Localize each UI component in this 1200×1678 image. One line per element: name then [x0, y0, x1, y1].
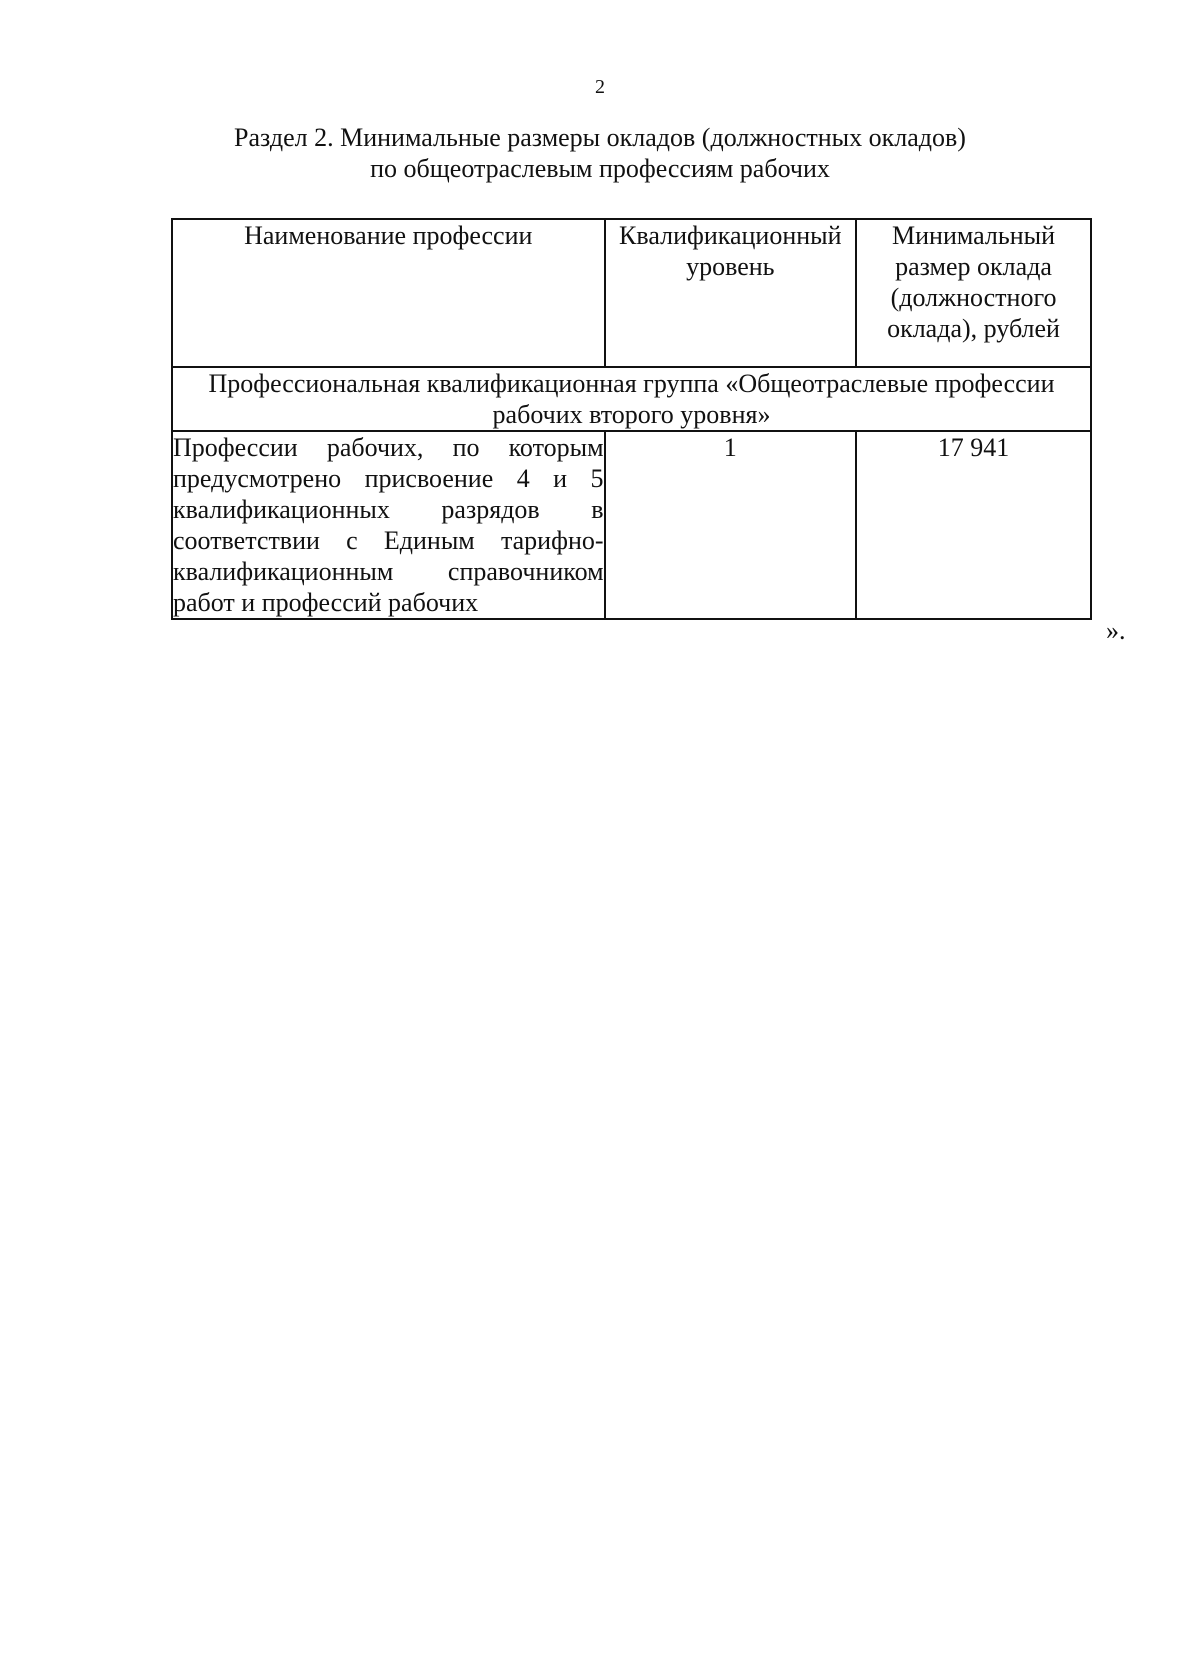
table-row: [172, 431, 1091, 619]
section-title-line-1: Раздел 2. Минимальные размеры окладов (должностных окладов): [234, 123, 966, 152]
header-qualification-level: Квалификационный уровень: [605, 219, 857, 367]
header-minimum-salary: Минимальный размер оклада (должностного оклада), рублей: [856, 219, 1091, 367]
salary-table: [171, 218, 1092, 620]
profession-description: Профессии рабочих, по которым предусмотрено присвоение 4 и 5 квалификационных разрядов в соответствии с Единым тарифно-квалификационным справочником работ и профессий рабочих: [173, 433, 604, 617]
professional-group-title: Профессиональная квалификационная группа «Общеотраслевые профессии рабочих второго уровня»: [172, 367, 1091, 431]
closing-quote-mark: ».: [1106, 616, 1126, 645]
section-title: [0, 122, 1200, 184]
section-title-line-2: по общеотраслевым профессиям рабочих: [370, 154, 830, 183]
salary-value: 17 941: [856, 431, 1091, 619]
table-header-row: [172, 219, 1091, 367]
qualification-level-value: 1: [605, 431, 857, 619]
header-profession-name: Наименование профессии: [172, 219, 605, 367]
page-number: 2: [595, 76, 605, 98]
table-group-row: [172, 367, 1091, 431]
